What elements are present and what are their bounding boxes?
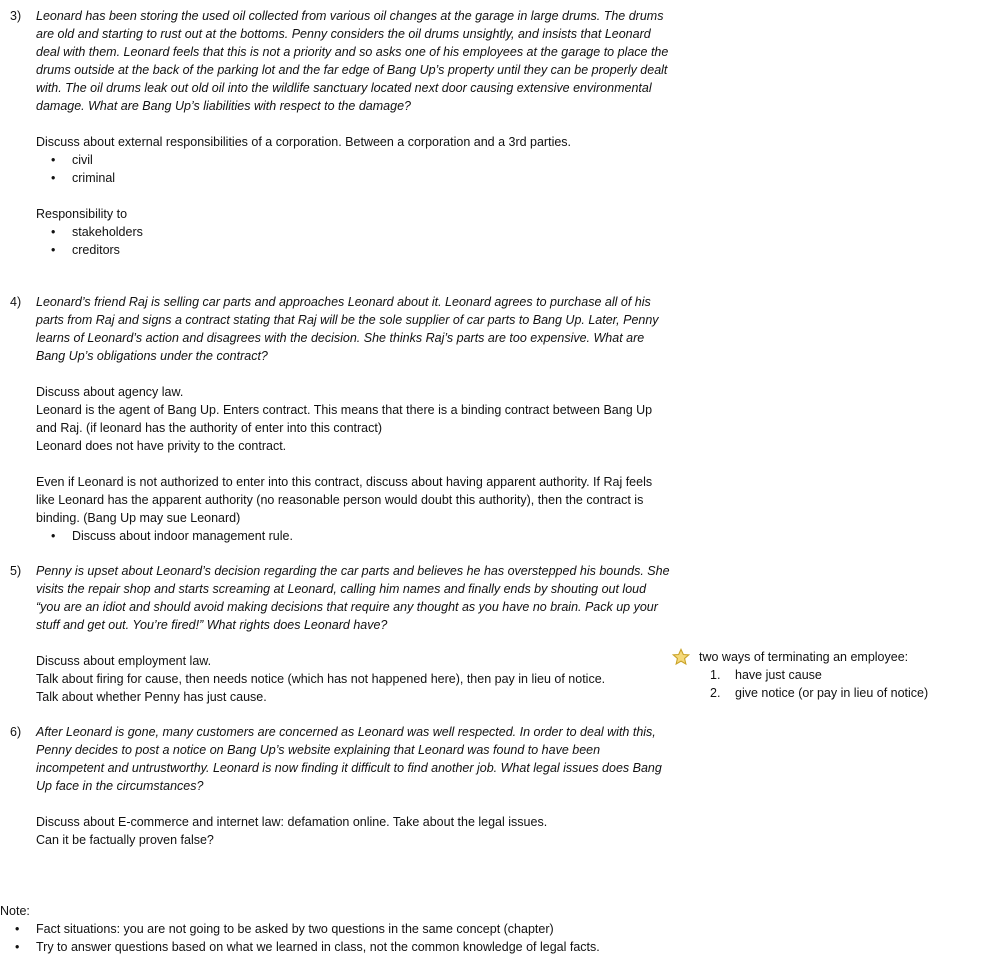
- discussion-text: Talk about firing for cause, then needs notice (which has not happened here), then pay in lieu of notice.: [36, 672, 606, 686]
- liability-list: [36, 151, 670, 187]
- question-prompt: Leonard’s friend Raj is selling car parts and approaches Leonard about it. Leonard agrees to purchase all of his parts from Raj and signs a contract stating that Raj will be the sole supplier of car parts to Bang Up. Later, Penny learns of Leonard’s action and disagrees with the decision. She thinks Raj’s parts are too expensive. What are Bang Up’s obligations under the contract?: [36, 295, 659, 363]
- item-number: 1.: [710, 668, 721, 682]
- discussion-text: Can it be factually proven false?: [36, 833, 214, 847]
- discussion-text: Leonard does not have privity to the contract.: [36, 439, 287, 453]
- discussion-text: Discuss about external responsibilities of a corporation. Between a corporation and a 3rd parties.: [36, 135, 572, 149]
- discussion-text: Discuss about E-commerce and internet law: defamation online. Take about the legal issues.: [36, 815, 548, 829]
- discussion-text: Discuss about employment law.: [36, 654, 212, 668]
- question-number: 5): [10, 564, 22, 578]
- side-note-title: two ways of terminating an employee:: [699, 650, 909, 664]
- list-item: • criminal: [36, 169, 670, 187]
- bullet-list: [36, 527, 670, 545]
- question-number: 4): [10, 295, 22, 309]
- note-title: Note:: [0, 904, 30, 918]
- note-list: [0, 920, 720, 956]
- question-prompt: Penny is upset about Leonard’s decision regarding the car parts and believes he has overstepped his bounds. She visits the repair shop and starts screaming at Leonard, calling him names and finally ends by shouting out loud “you are an idiot and should avoid making decisions that require any thought as you have no brain. Pack up your stuff and get out. You’re fired!” What rights does Leonard have?: [36, 564, 670, 632]
- item-number: 2.: [710, 686, 721, 700]
- list-item: • creditors: [36, 241, 670, 259]
- item-text: give notice (or pay in lieu of notice): [735, 686, 929, 700]
- question-number: 6): [10, 725, 22, 739]
- note-section: [0, 902, 720, 956]
- question-number: 3): [10, 9, 22, 23]
- list-item: • civil: [36, 151, 670, 169]
- responsibility-title: Responsibility to: [36, 207, 128, 221]
- discussion-text: Discuss about agency law.: [36, 385, 184, 399]
- list-item: • Try to answer questions based on what we learned in class, not the common knowledge of legal facts.: [0, 938, 720, 956]
- question-prompt: Leonard has been storing the used oil collected from various oil changes at the garage in large drums. The drums are old and starting to rust out at the bottoms. Penny considers the oil drums unsightly, and insists that Leonard deal with them. Leonard feels that this is not a priority and so asks one of his employees at the garage to place the drums outside at the back of the parking lot and the far edge of Bang Up’s property until they can be properly dealt with. The oil drums leak out old oil into the wildlife sanctuary located next door causing extensive environmental damage. What are Bang Up’s liabilities with respect to the damage?: [36, 9, 669, 113]
- list-item: • Discuss about indoor management rule.: [36, 527, 670, 545]
- side-note-list: [710, 666, 928, 702]
- discussion-text: Leonard is the agent of Bang Up. Enters contract. This means that there is a binding contract between Bang Up and Raj. (if leonard has the authority of enter into this contract): [36, 403, 653, 435]
- question-prompt: After Leonard is gone, many customers are concerned as Leonard was well respected. In order to deal with this, Penny decides to post a notice on Bang Up’s website explaining that Leonard was found to have been incompetent and untrustworthy. Leonard is now finding it difficult to find another job. What legal issues does Bang Up face in the circumstances?: [36, 725, 662, 793]
- discussion-text: Talk about whether Penny has just cause.: [36, 690, 267, 704]
- list-item: [710, 666, 928, 684]
- responsibility-list: [36, 223, 670, 259]
- item-text: have just cause: [735, 668, 822, 682]
- list-item: • stakeholders: [36, 223, 670, 241]
- discussion-text: Even if Leonard is not authorized to enter into this contract, discuss about having apparent authority. If Raj feels like Leonard has the apparent authority (no reasonable person would doubt this authority), then the contract is binding. (Bang Up may sue Leonard): [36, 475, 653, 525]
- list-item: [710, 684, 928, 702]
- list-item: • Fact situations: you are not going to be asked by two questions in the same concept (chapter): [0, 920, 720, 938]
- star-icon: [672, 648, 690, 666]
